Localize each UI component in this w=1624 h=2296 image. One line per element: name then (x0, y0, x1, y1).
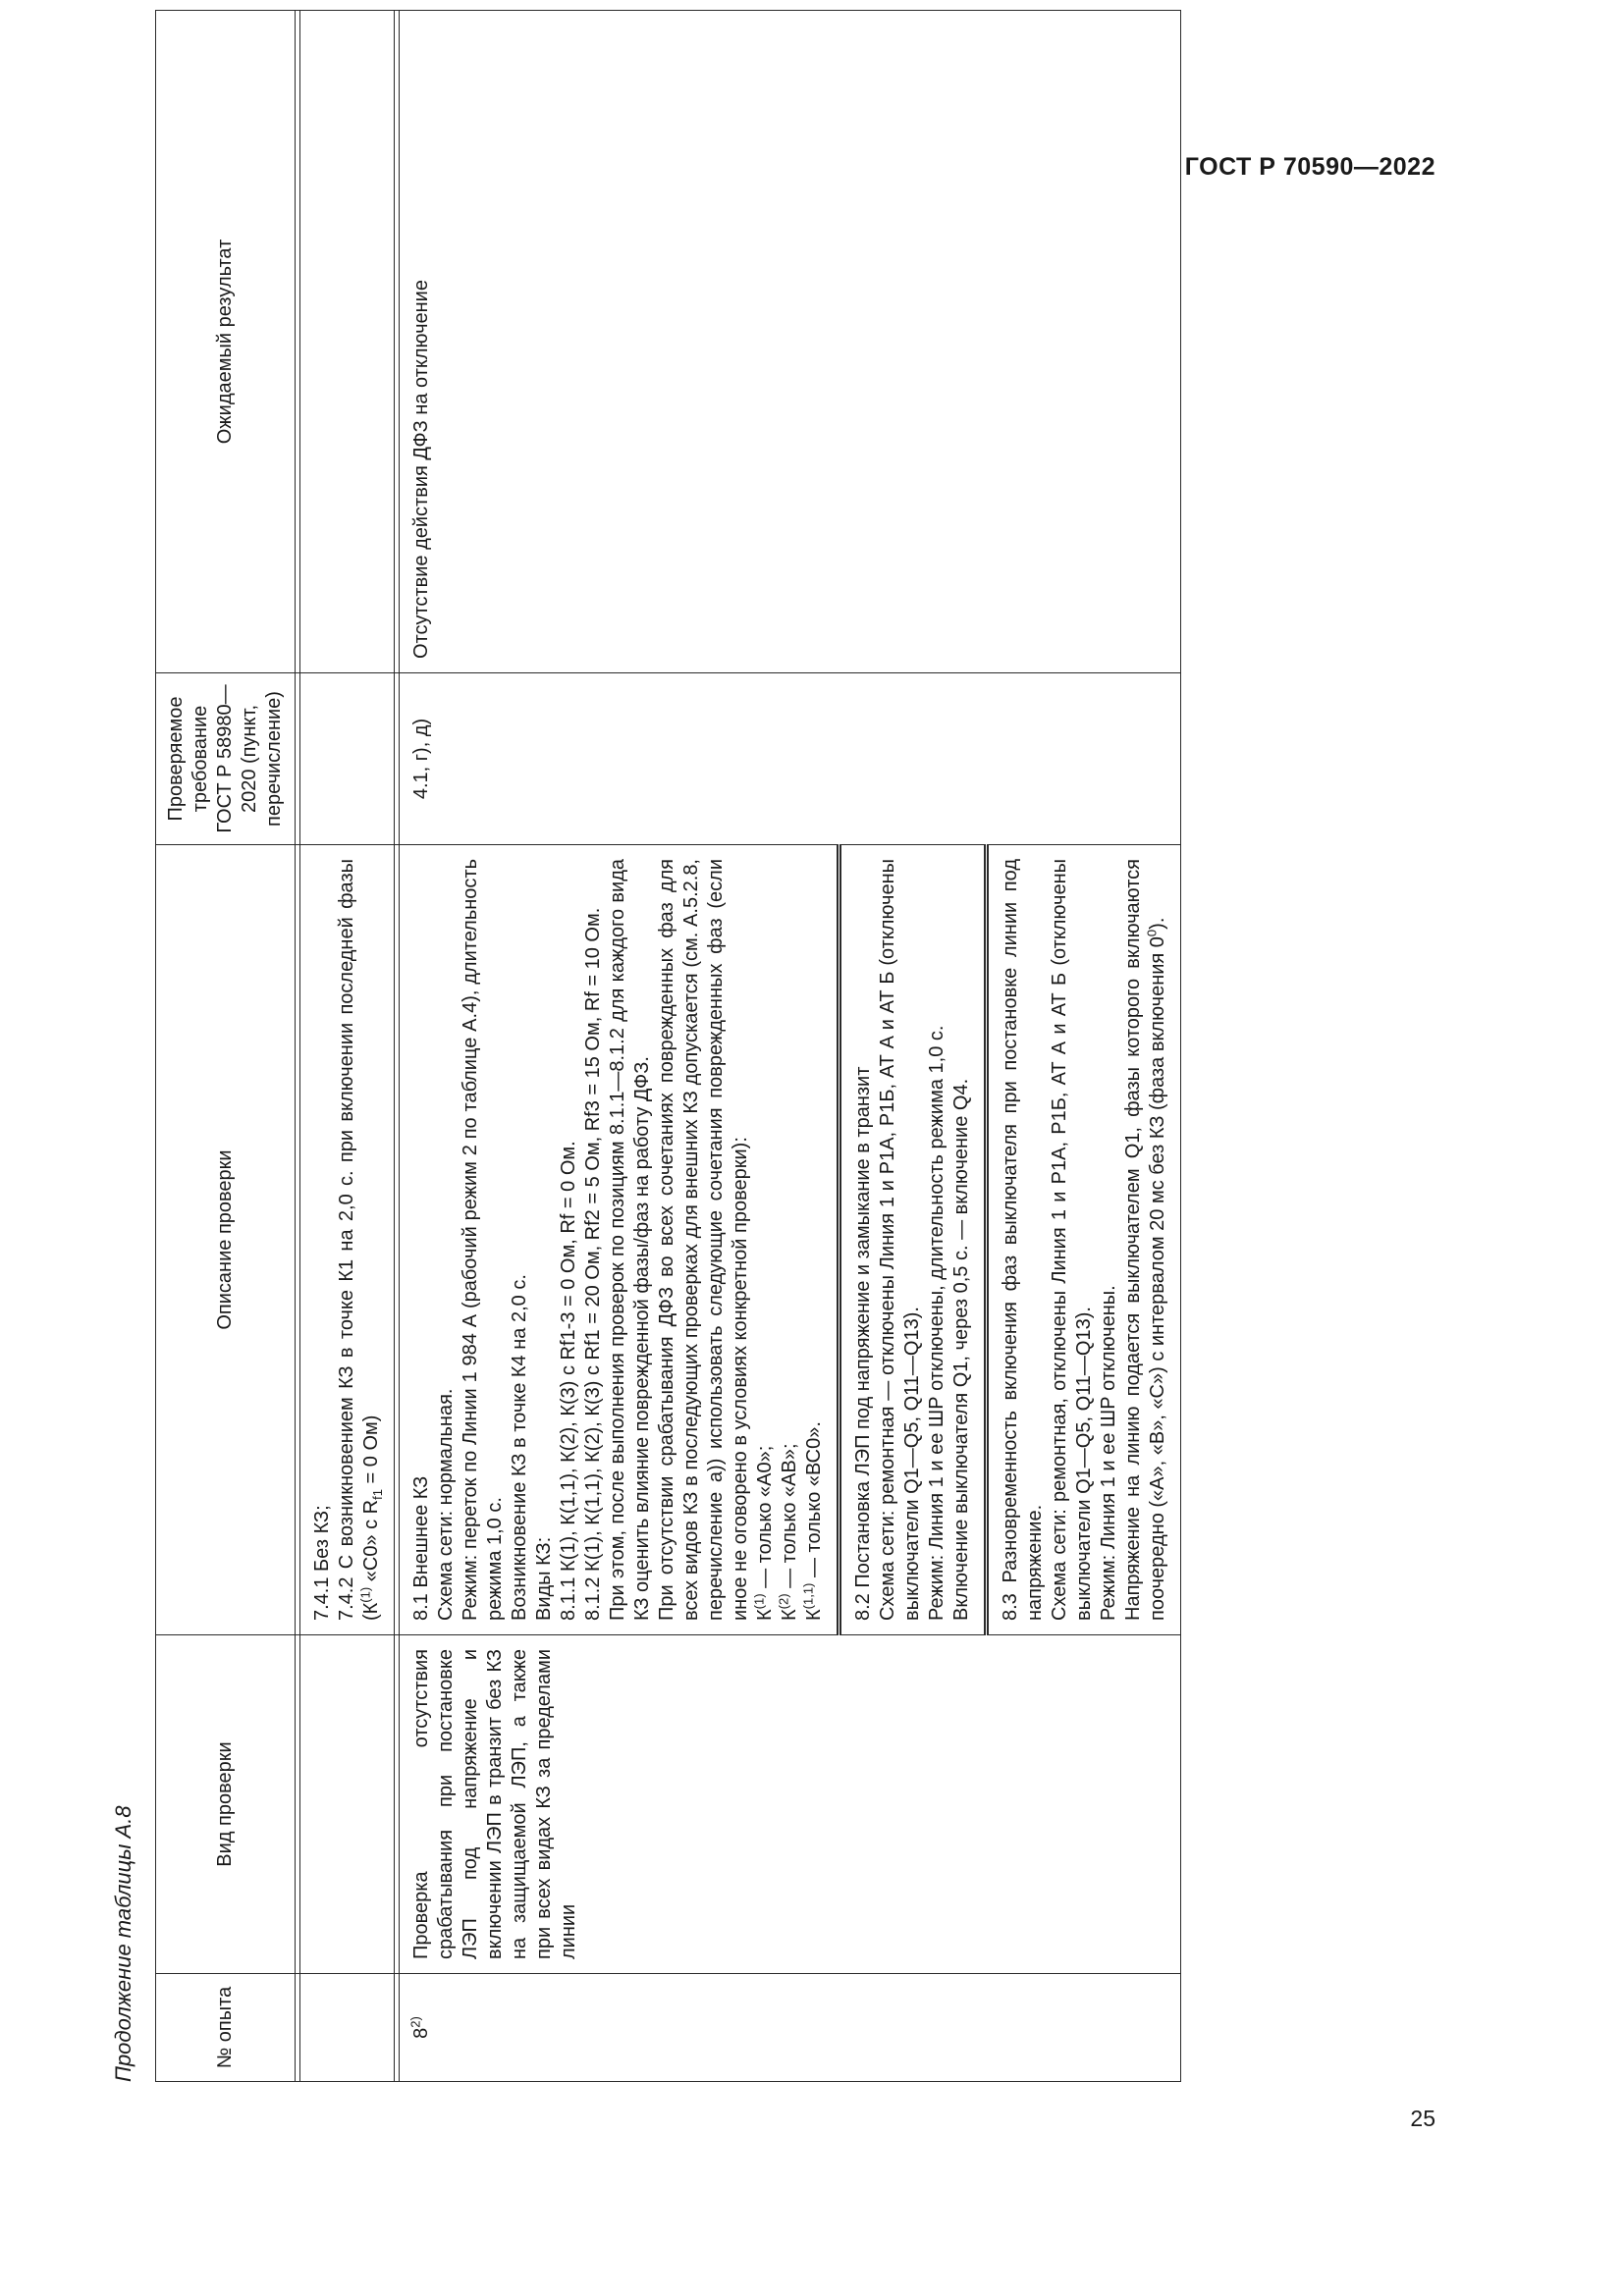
desc-8-3-line: Схема сети: ремонтная, отключены Линия 1 и Р1А, Р1Б, АТ А и АТ Б (отключены выключатели Q1—Q5, Q11—Q13). (1049, 859, 1095, 1621)
cell-desc-7 (300, 845, 395, 1635)
desc-8-1-line: При этом, после выполнения проверок по позициям 8.1.1—8.1.2 для каждого вида КЗ оценить влияние поврежденной фазы/фаз на работу ДФЗ. (607, 859, 653, 1621)
header-result: Ожидаемый результат (156, 11, 296, 673)
cell-desc-8-3 (987, 845, 1181, 1635)
desc-7-4-2: 7.4.2 С возникновением КЗ в точке К1 на 2,0 с. при включении последней фазы ($К^{(1)}$ «С0» с $R_{f1} = 0$ Ом) (336, 859, 385, 1621)
header-desc: Описание проверки (156, 845, 296, 1635)
desc-8-3-last: Напряжение на линию подается выключателем Q1, фазы которого включаются поочередно («А», «В», «С») с интервалом 20 мс без КЗ (фаза включения $0^0$). (1122, 859, 1168, 1621)
desc-8-2-line: Включение выключателя Q1, через 0,5 с. — включение Q4. (950, 1078, 972, 1621)
header-kind: Вид проверки (156, 1635, 296, 1974)
table-row-7-continuation (300, 11, 395, 2082)
desc-7-4-1: 7.4.1 Без КЗ; (311, 1505, 333, 1621)
desc-8-1-line: Режим: переток по Линии 1 984 А (рабочий режим 2 по таблице А.4), длительность режима 1,0 с. (460, 859, 506, 1621)
cell-req-8: 4.1, г), д) (400, 673, 1181, 845)
desc-k2-item: $К^{(2)}$ — только «АВ»; (776, 1443, 800, 1621)
rotated-table-page (111, 11, 1378, 2082)
cell-result-empty (300, 11, 395, 673)
desc-8-3-line: 8.3 Разновременность включения фаз выключателя при постановке линии под напряжение. (1000, 859, 1046, 1621)
desc-8-2-line: 8.2 Постановка ЛЭП под напряжение и замыкание в транзит (852, 1066, 874, 1621)
cell-num-8: 8$^{2)}$ (400, 1974, 1181, 2082)
desc-8-1-line: Схема сети: нормальная. (435, 1388, 457, 1621)
desc-8-3-line: Режим: Линия 1 и ее ШР отключены. (1098, 1285, 1119, 1621)
page-number: 25 (1410, 2106, 1435, 2131)
desc-8-1-line: 8.1 Внешнее КЗ (410, 1475, 432, 1621)
desc-8-1-line: При отсутствии срабатывания ДФЗ во всех сочетаниях поврежденных фаз для всех видов КЗ в последующих проверках для внешних КЗ допускается (см. А.5.2.8, перечисление а)) использовать следующие сочетания поврежденных фаз (если иное не оговорено в условиях конкретной проверки): (656, 859, 751, 1621)
header-num: № опыта (156, 1974, 296, 2082)
table-caption: Продолжение таблицы А.8 (111, 1805, 135, 2082)
cell-num-empty (300, 1974, 395, 2082)
document-code: ГОСТ Р 70590—2022 (1184, 153, 1435, 181)
cell-kind-8: Проверка отсутствия срабатывания при постановке ЛЭП под напряжение и включении ЛЭП в транзит без КЗ на защищаемой ЛЭП, а также при всех видах КЗ за пределами линии (400, 1635, 1181, 1974)
desc-8-1-line: 8.1.1 К(1), К(1,1), К(2), К(3) с Rf1-3 = 0 Ом, Rf = 0 Ом. (558, 1141, 579, 1621)
cell-req-empty (300, 673, 395, 845)
test-table (155, 10, 1181, 2082)
cell-kind-empty (300, 1635, 395, 1974)
desc-8-1-line: 8.1.2 К(1), К(1,1), К(2), К(3) с Rf1 = 20 Ом, Rf2 = 5 Ом, Rf3 = 15 Ом, Rf = 10 Ом. (582, 907, 604, 1621)
cell-desc-8-2 (839, 845, 987, 1635)
desc-8-2-line: Схема сети: ремонтная — отключены Линия 1 и Р1А, Р1Б, АТ А и АТ Б (отключены выключатели Q1—Q5, Q11—Q13). (877, 859, 923, 1621)
table-row-8-1 (400, 11, 839, 2082)
cell-desc-8-1 (400, 845, 839, 1635)
cell-result-8: Отсутствие действия ДФЗ на отключение (400, 11, 1181, 673)
desc-8-2-line: Режим: Линия 1 и ее ШР отключены, длительность режима 1,0 с. (926, 1025, 947, 1621)
desc-k1-item: $К^{(1)}$ — только «А0»; (751, 1445, 776, 1621)
desc-8-1-line: Виды КЗ: (533, 1536, 555, 1621)
header-requirement: Проверяемое требование ГОСТ Р 58980—2020 (пункт, перечисление) (156, 673, 296, 845)
desc-8-1-line: Возникновение КЗ в точке К4 на 2,0 с. (509, 1274, 530, 1621)
table-header-row (156, 11, 296, 2082)
desc-k11-item: К$^{(1,1)}$ — только «ВС0». (800, 1421, 825, 1621)
